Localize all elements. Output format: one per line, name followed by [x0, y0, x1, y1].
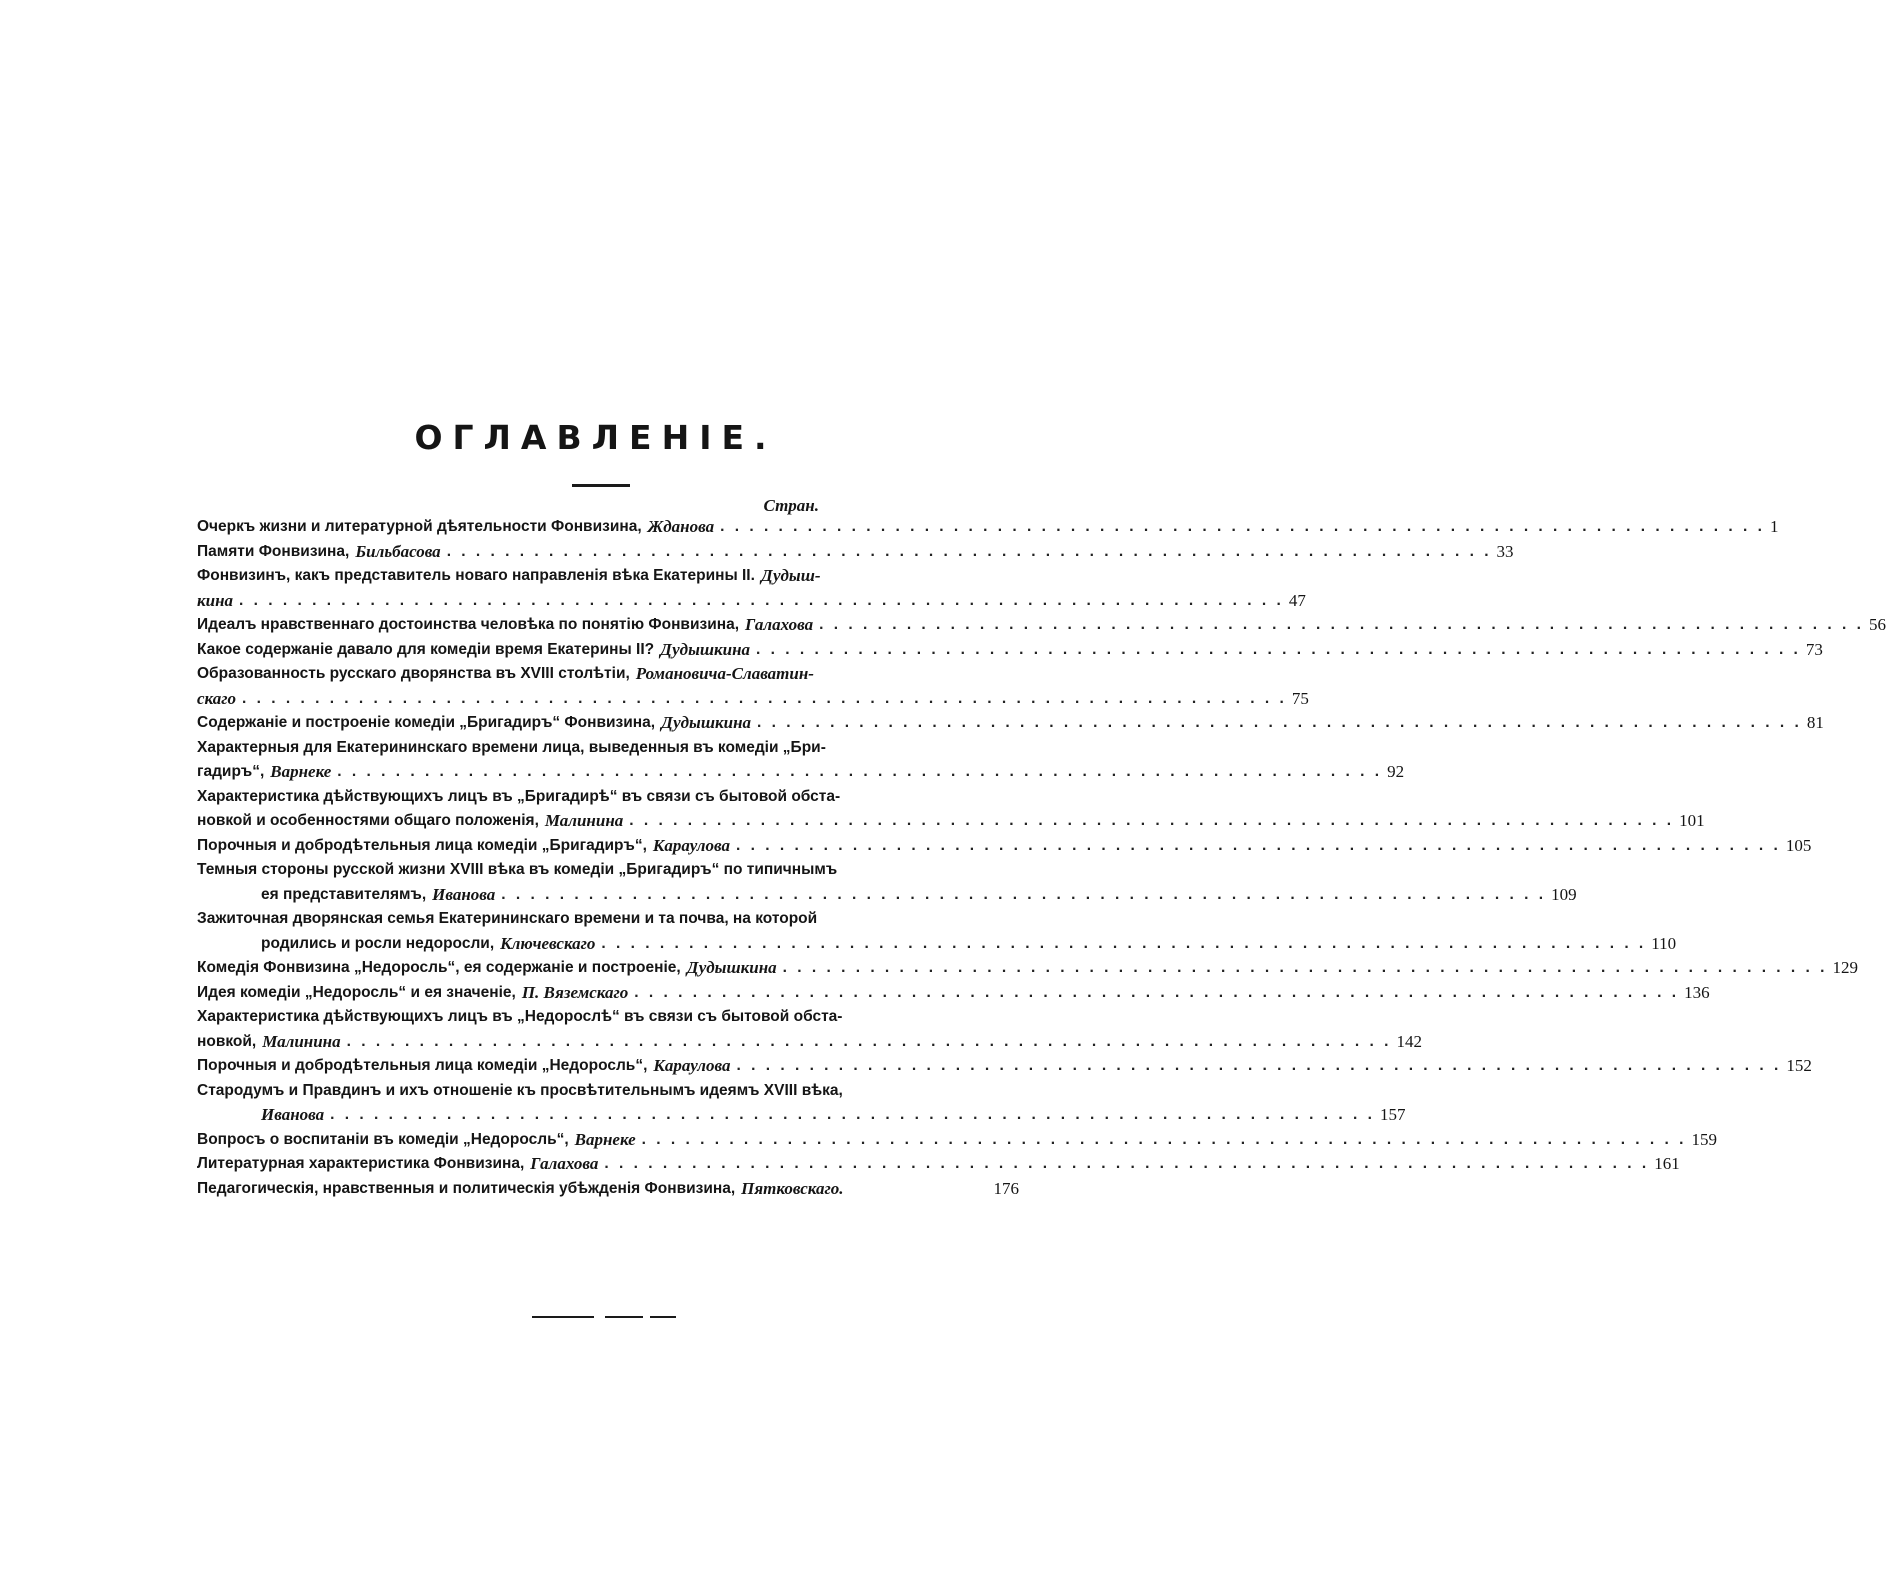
entry-author-continuation: скаго	[197, 688, 237, 708]
toc-entry	[197, 1152, 1680, 1177]
entry-title: Стародумъ и Правдинъ и ихъ отношеніе къ просвѣтительнымъ идеямъ XVIII вѣка,	[197, 1081, 843, 1099]
table-of-contents	[197, 515, 1886, 1201]
entry-page-number: 105	[1785, 835, 1812, 855]
toc-entry	[197, 858, 1577, 907]
toc-entry	[197, 540, 1514, 565]
toc-entry	[197, 1079, 1406, 1128]
entry-author: Дудыш-	[760, 566, 821, 585]
entry-author: Пятковскаго.	[741, 1178, 844, 1198]
entry-author: Бильбасова	[355, 541, 441, 561]
toc-entry	[197, 515, 1779, 540]
entry-author: Дудышкина	[660, 639, 751, 659]
entry-page-number: 92	[1387, 762, 1405, 781]
entry-page-number: 109	[1551, 884, 1577, 904]
entry-author: Ключевскаго	[500, 933, 596, 953]
entry-page-number: 101	[1679, 811, 1705, 830]
toc-entry	[197, 981, 1710, 1006]
entry-title: Литературная характеристика Фонвизина,	[197, 1155, 525, 1172]
entry-title: Характерныя для Екатерининскаго времени лица, выведенныя въ комедіи „Бри-	[197, 738, 826, 756]
entry-author: Дудышкина	[661, 713, 752, 732]
entry-title: Темныя стороны русской жизни XVIII вѣка въ комедіи „Бригадиръ“ по типичнымъ	[197, 861, 838, 878]
entry-page-number: 47	[1288, 590, 1306, 610]
entry-page-number: 129	[1832, 958, 1858, 977]
end-divider-segment	[605, 1316, 643, 1318]
entry-page-number: 73	[1805, 639, 1823, 659]
toc-entry	[197, 1005, 1422, 1054]
entry-title-continuation: родились и росли недоросли,	[261, 934, 495, 952]
entry-page-number: 152	[1786, 1056, 1812, 1075]
entry-title: Характеристика дѣйствующихъ лицъ въ „Бригадирѣ“ въ связи съ бытовой обста-	[197, 787, 841, 805]
toc-entry	[197, 907, 1677, 956]
entry-page-number: 161	[1654, 1154, 1680, 1173]
entry-author: Галахова	[745, 615, 814, 634]
entry-page-number: 81	[1806, 713, 1824, 732]
entry-author: Иванова	[261, 1105, 325, 1124]
page-title: ОГЛАВЛЕНІЕ.	[414, 418, 777, 457]
entry-title-continuation: ея представителямъ,	[261, 885, 427, 903]
toc-entry	[197, 1054, 1812, 1079]
title-divider	[572, 484, 630, 487]
entry-title: Зажиточная дворянская семья Екатерининскаго времени и та почва, на которой	[197, 910, 818, 927]
entry-page-number: 75	[1291, 688, 1309, 708]
entry-page-number: 110	[1651, 933, 1677, 953]
entry-title: Очеркъ жизни и литературной дѣятельности Фонвизина,	[197, 518, 642, 535]
entry-title: Фонвизинъ, какъ представитель новаго направленія вѣка Екатерины II.	[197, 567, 755, 584]
entry-author: Малинина	[544, 811, 624, 830]
entry-title: Образованность русскаго дворянства въ XVIII столѣтіи,	[197, 665, 630, 682]
entry-author: Варнеке	[270, 762, 332, 781]
entry-title: Идея комедіи „Недоросль“ и ея значеніе,	[197, 983, 516, 1001]
entry-title: Комедія Фонвизина „Недоросль“, ея содержаніе и построеніе,	[197, 959, 681, 976]
toc-entry	[197, 711, 1824, 736]
entry-author: Варнеке	[574, 1129, 636, 1149]
entry-title-continuation: новкой,	[197, 1032, 257, 1050]
entry-author-continuation: кина	[197, 590, 234, 610]
entry-title: Характеристика дѣйствующихъ лицъ въ „Недорослѣ“ въ связи съ бытовой обста-	[197, 1008, 843, 1025]
entry-author: П. Вяземскаго	[521, 982, 629, 1002]
toc-entry	[197, 956, 1858, 981]
entry-title: Вопросъ о воспитаніи въ комедіи „Недоросль“,	[197, 1130, 569, 1148]
entry-title: Порочныя и добродѣтельныя лица комедіи „Бригадиръ“,	[197, 836, 647, 854]
entry-author: Иванова	[432, 884, 496, 904]
entry-author: Жданова	[647, 517, 715, 536]
toc-entry	[197, 785, 1705, 834]
entry-author: Караулова	[653, 1056, 731, 1075]
toc-entry	[197, 564, 1306, 613]
entry-page-number: 157	[1379, 1105, 1406, 1124]
entry-page-number: 159	[1691, 1129, 1717, 1149]
entry-author: Романовича-Славатин-	[635, 664, 814, 683]
entry-page-number: 56	[1868, 615, 1886, 634]
toc-entry	[197, 613, 1886, 638]
entry-author: Галахова	[530, 1154, 599, 1173]
toc-entry	[197, 638, 1823, 663]
toc-entry	[197, 736, 1405, 785]
entry-title: Педагогическія, нравственныя и политическія убѣжденія Фонвизина,	[197, 1179, 736, 1197]
entry-author: Дудышкина	[686, 958, 777, 977]
end-divider-segment	[650, 1316, 676, 1318]
toc-entry	[197, 662, 1309, 711]
toc-entry	[197, 1128, 1717, 1153]
entry-title: Памяти Фонвизина,	[197, 542, 350, 560]
entry-page-number: 176	[993, 1178, 1019, 1198]
entry-title: Какое содержаніе давало для комедіи время Екатерины II?	[197, 640, 655, 658]
toc-entry	[197, 834, 1812, 859]
entry-title-continuation: гадиръ“,	[197, 763, 265, 780]
entry-page-number: 142	[1396, 1031, 1422, 1051]
entry-title: Порочныя и добродѣтельныя лица комедіи „Недоросль“,	[197, 1057, 648, 1074]
end-divider-segment	[532, 1316, 594, 1318]
entry-author: Караулова	[652, 835, 730, 855]
toc-entry	[197, 1177, 1019, 1202]
entry-title-continuation: новкой и особенностями общаго положенія,	[197, 812, 539, 829]
entry-page-number: 1	[1769, 517, 1779, 536]
entry-title: Идеалъ нравственнаго достоинства человѣка по понятію Фонвизина,	[197, 616, 740, 633]
entry-title: Содержаніе и построеніе комедіи „Бригадиръ“ Фонвизина,	[197, 714, 656, 731]
pages-column-header: Стран.	[763, 496, 819, 515]
entry-page-number: 136	[1684, 982, 1710, 1002]
entry-author: Малинина	[262, 1031, 341, 1051]
entry-page-number: 33	[1496, 541, 1514, 561]
